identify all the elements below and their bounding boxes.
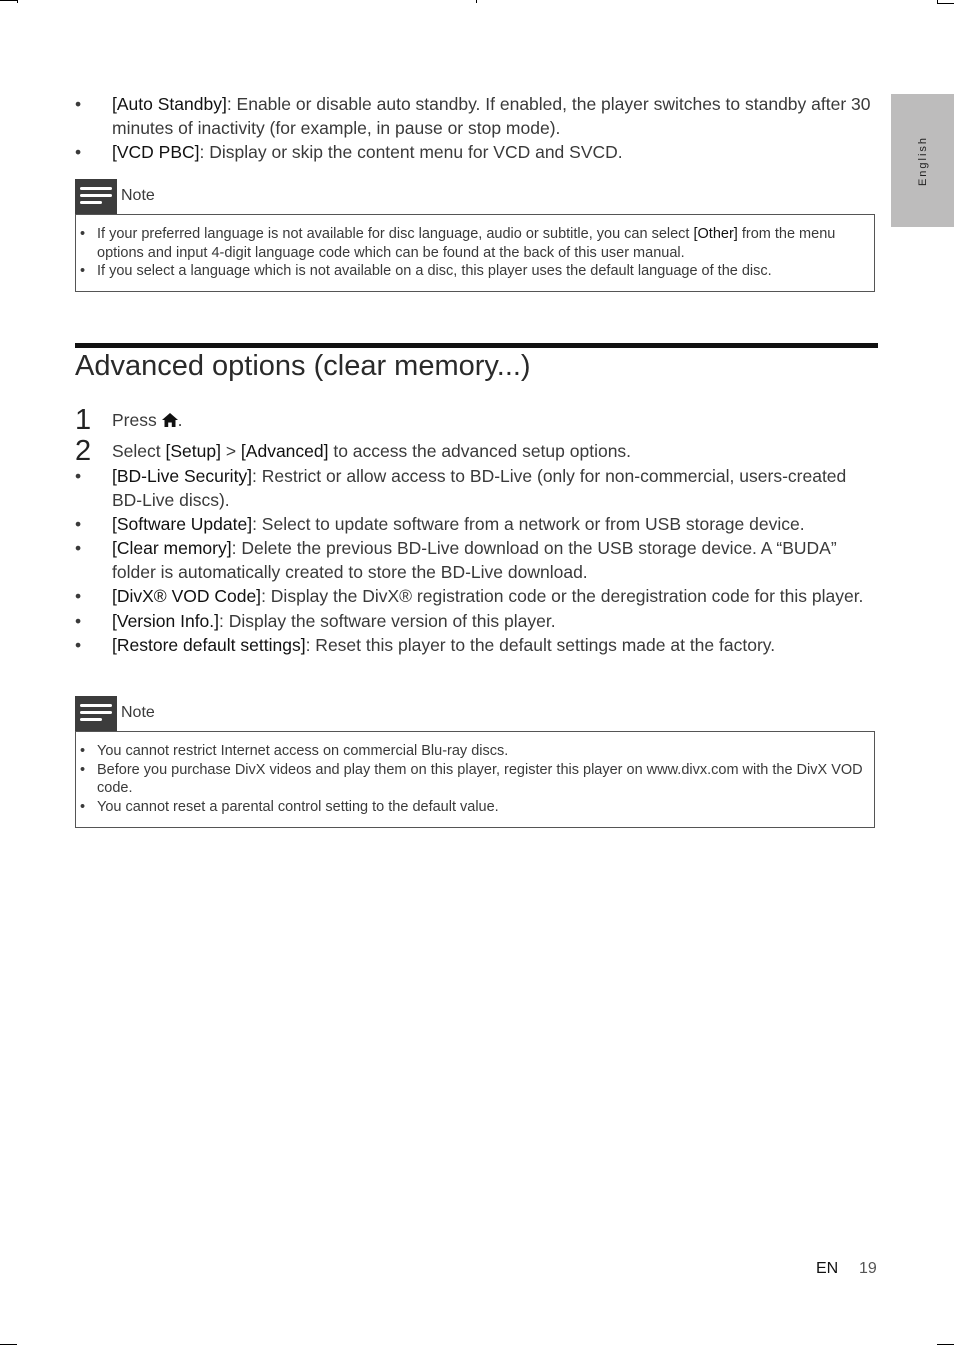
term: [DivX® VOD Code] (112, 586, 262, 606)
description: : Delete the previous BD-Live download on the USB storage device. A “BUDA” folder is automatically created to store the BD-Live download. (112, 538, 837, 582)
page-number: 19 (859, 1260, 877, 1277)
note-item: • You cannot restrict Internet access on commercial Blu-ray discs. (80, 743, 509, 759)
step-number: 2 (75, 435, 92, 467)
description: : Display or skip the content menu for VCD and SVCD. (199, 142, 623, 162)
note-label: Note (121, 187, 155, 204)
section-title: Advanced options (clear memory...) (75, 350, 531, 382)
description: : Display the DivX® registration code or the deregistration code for this player. (261, 586, 864, 606)
step-number: 1 (75, 404, 92, 436)
list-item: • [Auto Standby]: Enable or disable auto standby. If enabled, the player switches to standby after 30 minutes of inactivity (for example, in pause or stop mode). (75, 94, 871, 138)
section-rule (75, 343, 878, 348)
footer-language: EN (816, 1260, 839, 1277)
note-item: • You cannot reset a parental control setting to the default value. (80, 798, 499, 815)
crop-mark (0, 0, 17, 1)
list-item: • [Restore default settings]: Reset this player to the default settings made at the factory. (75, 635, 776, 655)
list-item: • [DivX® VOD Code]: Display the DivX® registration code or the deregistration code for this player. (75, 586, 864, 606)
crop-mark (476, 0, 477, 3)
note-label: Note (121, 704, 155, 721)
list-item: • [Version Info.]: Display the software version of this player. (75, 611, 556, 631)
list-item: • [Software Update]: Select to update software from a network or from USB storage device. (75, 514, 805, 534)
description: : Reset this player to the default settings made at the factory. (305, 635, 776, 655)
description: : Select to update software from a network or from USB storage device. (252, 514, 805, 534)
term: [Auto Standby] (112, 94, 227, 114)
list-item: • [BD-Live Security]: Restrict or allow access to BD-Live (only for non-commercial, users-created BD-Live discs). (75, 466, 847, 510)
side-tab-label: English (916, 135, 929, 186)
list-item: • [Clear memory]: Delete the previous BD-Live download on the USB storage device. A “BUDA” folder is automatically created to store the BD-Live download. (75, 538, 837, 582)
description: : Restrict or allow access to BD-Live (only for non-commercial, users-created BD-Live discs). (112, 466, 847, 510)
term: [Software Update] (112, 514, 253, 534)
top-bullet-list (75, 92, 875, 164)
note-icon (75, 696, 117, 731)
note-item: • Before you purchase DivX videos and play them on this player, register this player on www.divx.com with the DivX VOD code. (80, 761, 863, 796)
language-side-tab (891, 94, 954, 227)
note-box (75, 731, 875, 828)
crop-mark (937, 3, 954, 4)
term: [Version Info.] (112, 611, 220, 631)
home-icon (162, 413, 178, 427)
advanced-options-list (75, 464, 875, 657)
term: [Restore default settings] (112, 635, 306, 655)
term: [BD-Live Security] (112, 466, 253, 486)
note-item: • If you select a language which is not available on a disc, this player uses the default language of the disc. (80, 263, 772, 279)
crop-mark (937, 1344, 954, 1345)
list-item: • [VCD PBC]: Display or skip the content menu for VCD and SVCD. (75, 142, 623, 162)
step-text: Select [Setup] > [Advanced] to access the advanced setup options. (112, 441, 632, 461)
note-icon (75, 179, 117, 214)
term: [VCD PBC] (112, 142, 200, 162)
term: [Clear memory] (112, 538, 232, 558)
crop-mark (17, 0, 18, 3)
note-item: • If your preferred language is not available for disc language, audio or subtitle, you can select [Other] from the menu options and input 4-digit language code which can be found at the back of this user manual. (80, 226, 836, 261)
step-text: Press . (112, 410, 183, 430)
description: : Display the software version of this player. (219, 611, 556, 631)
note-box (75, 214, 875, 292)
description: : Enable or disable auto standby. If enabled, the player switches to standby after 30 minutes of inactivity (for example, in pause or stop mode). (112, 94, 871, 138)
crop-mark (0, 1344, 17, 1345)
